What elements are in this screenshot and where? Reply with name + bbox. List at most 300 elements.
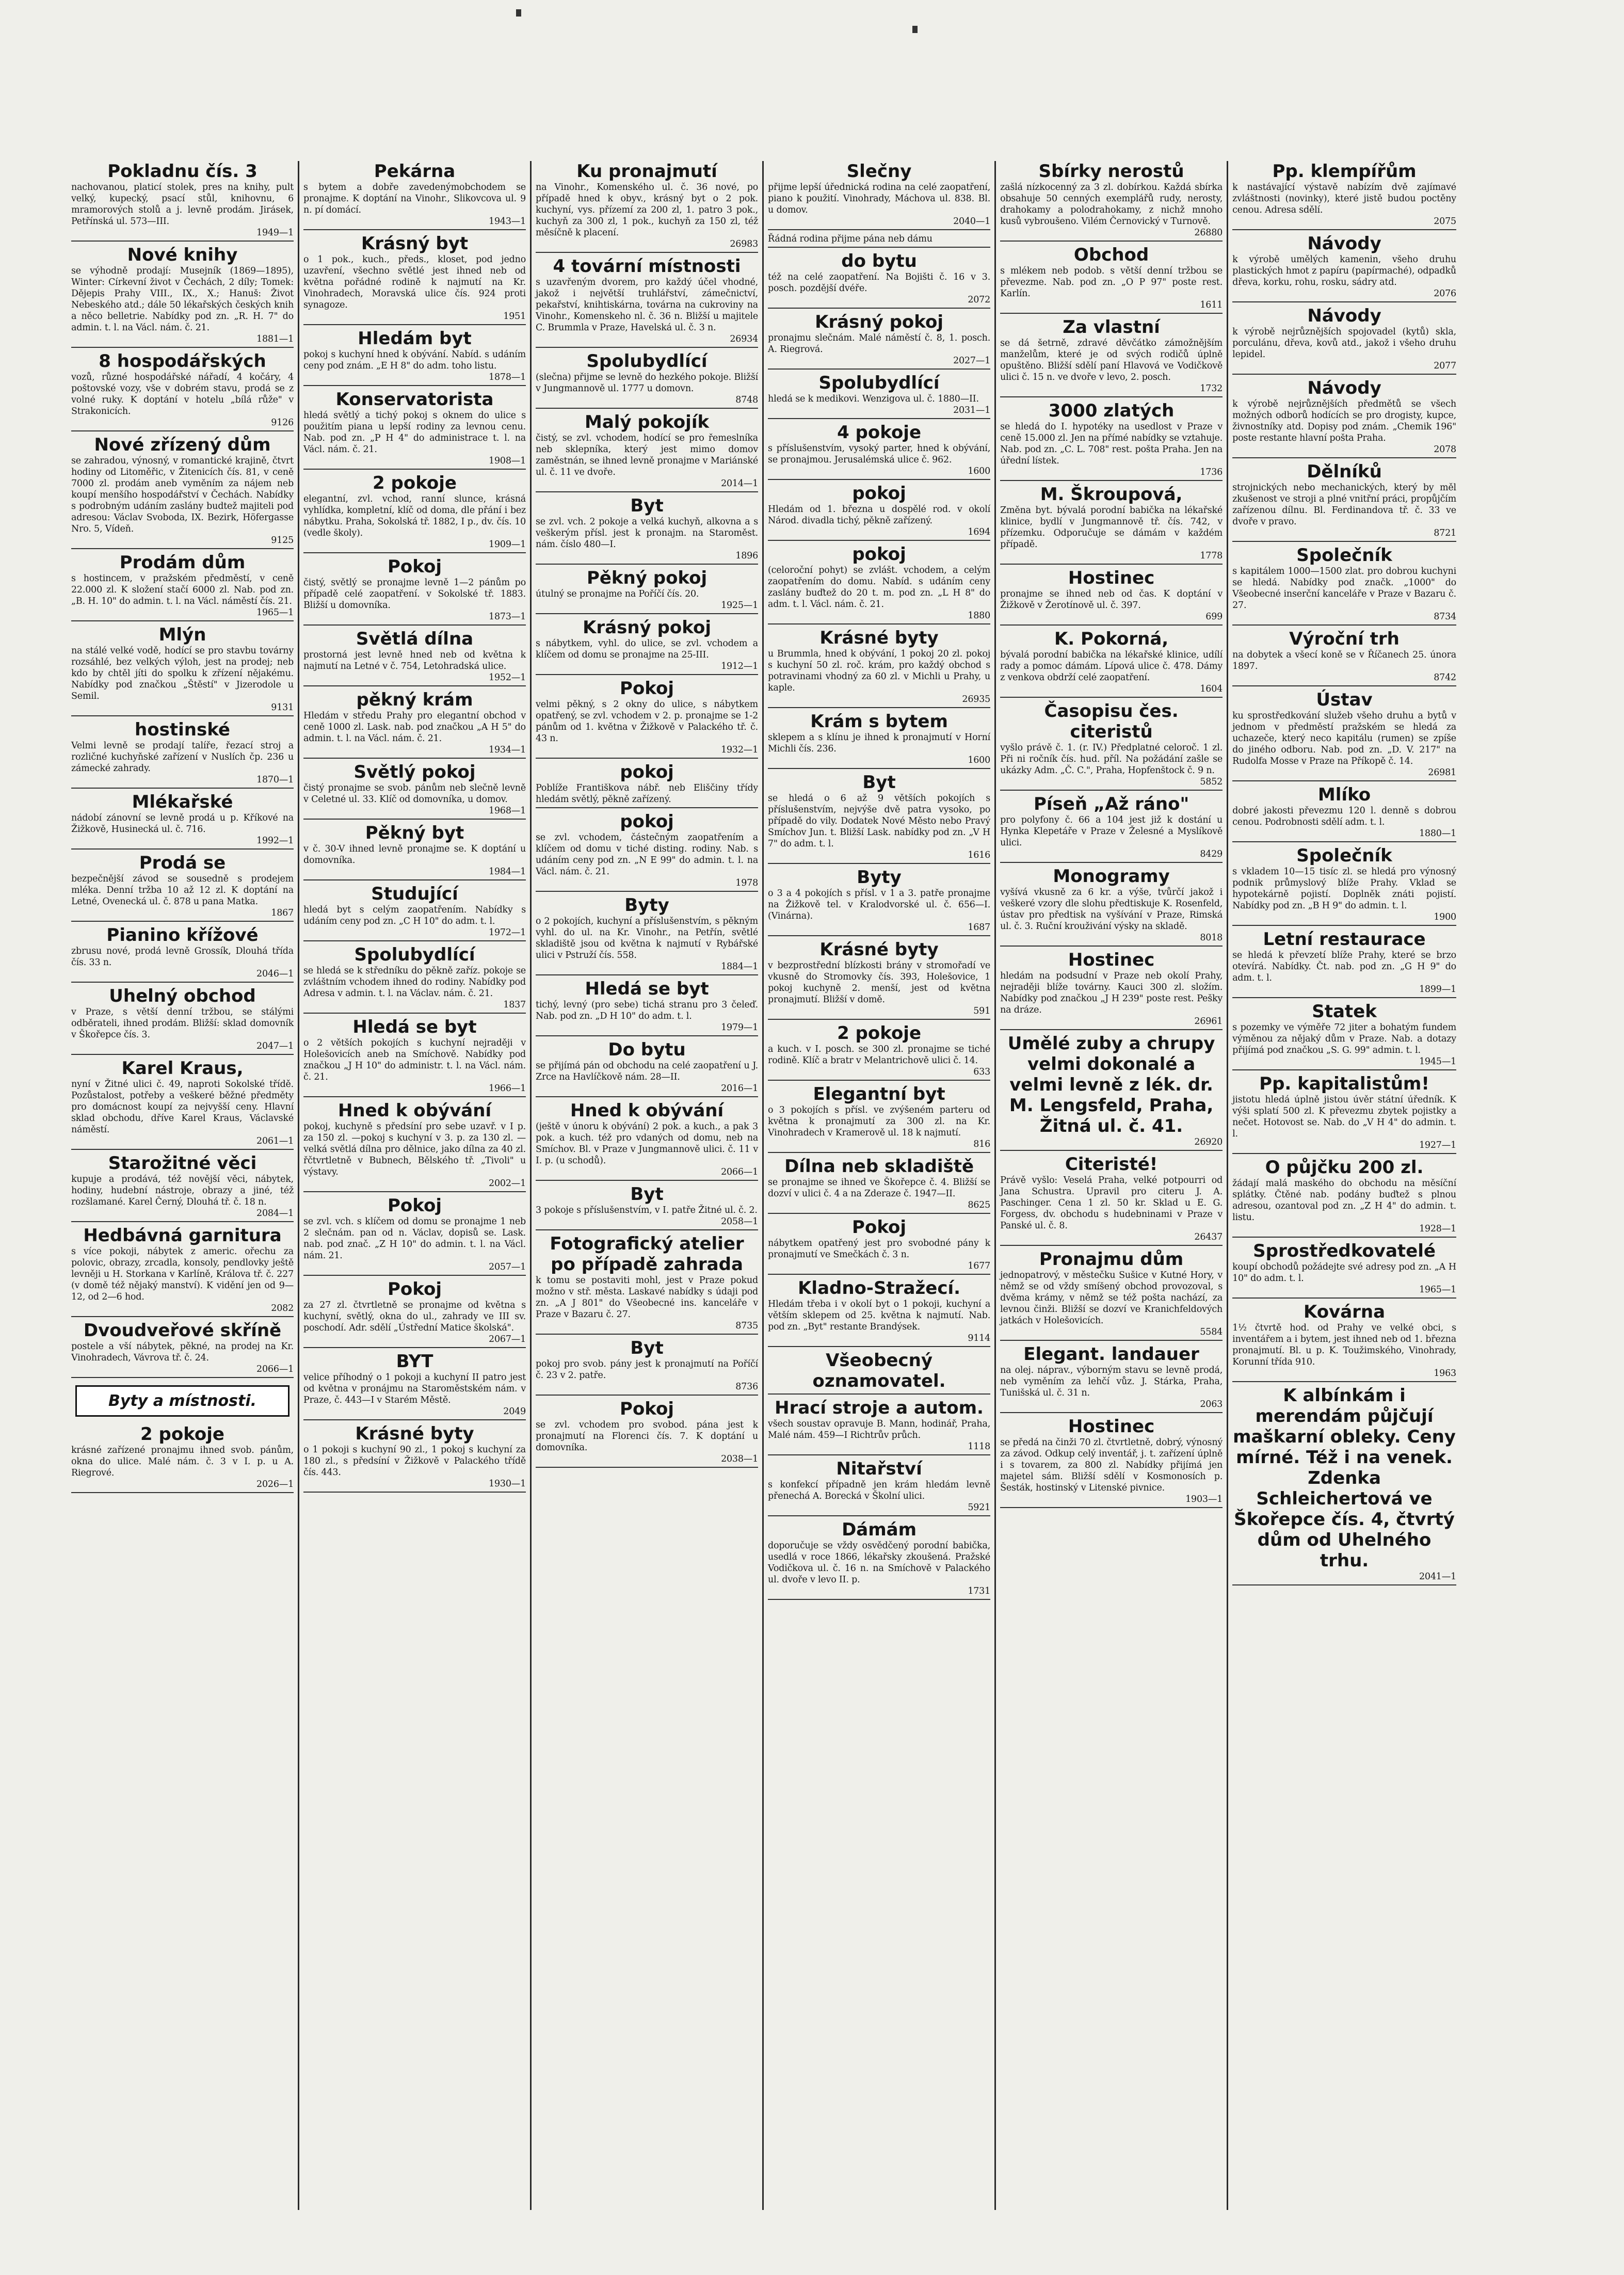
ad-body: nyní v Žitné ulici č. 49, naproti Sokolské třídě. Pozůstalost, potřeby a veškeré běžné předměty pro domácnost koupí za nejvyšší ceny. Hlavní sklad obchodu, dříve Karel Kraus, Václavské náměstí. (71, 1079, 294, 1135)
ad-body: čistý, světlý se pronajme levně 1—2 pánům po případě celé zaopatření. v Sokolské tř. 1883. Bližší u domovníka. (303, 578, 526, 611)
ad-headline: Malý pokojík (584, 412, 710, 432)
classified-ad (1000, 701, 1223, 791)
ad-headline: Kovárna (1303, 1302, 1386, 1322)
classified-ad (536, 1100, 758, 1181)
ad-code: 5852 (1200, 777, 1223, 787)
ad-headline: Hostinec (1068, 1416, 1155, 1437)
ad-body: bývalá porodní babička na lékařské klinice, udílí rady a pomoc dámám. Lípová ulice č. 478. Dámy z venkova obdrží celé zaopatření. (1000, 650, 1223, 683)
ad-code: 2014—1 (721, 478, 759, 489)
ad-code: 1925—1 (721, 600, 759, 611)
ad-headline: 3000 zlatých (1048, 400, 1175, 421)
ad-headline: Krám s bytem (810, 711, 948, 732)
ad-headline: Pokoj (620, 1399, 674, 1419)
ad-code: 1778 (1200, 551, 1223, 561)
ad-code: 8734 (1434, 612, 1456, 622)
ad-headline: Pronajmu dům (1039, 1249, 1184, 1270)
classified-ad (768, 544, 990, 624)
classified-ad (71, 986, 294, 1055)
ad-body: se předá na činži 70 zl. čtvrtletně, dobrý, výnosný za závod. Odkup celý inventář, j. t. zařízení úplně i s tovarem, za 800 zl. Nabídky přijímá jen majetel sám. Bližší sdělí v Kosmonosích p. Šesták, hostinský v Litenské pivnice. (1000, 1437, 1223, 1493)
classified-ad (1232, 233, 1456, 302)
classified-ad (303, 1351, 526, 1420)
ad-headline: Slečny (846, 161, 912, 182)
ad-headline: Hledá se byt (352, 1017, 477, 1037)
ad-headline: Studující (371, 884, 458, 904)
ad-code: 2016—1 (721, 1083, 759, 1094)
classified-ad (536, 895, 758, 975)
ad-body: o 3 a 4 pokojích s přísl. v 1 a 3. patře pronajme na Žižkově tel. v Kralodvorské ul. č. 656—I. (Vinárna). (768, 888, 991, 921)
classified-ad (768, 1519, 990, 1600)
ad-code: 2076 (1434, 289, 1456, 299)
ad-headline: Elegantní byt (813, 1084, 945, 1104)
ad-headline: Byty (857, 867, 902, 888)
ad-body: vyšívá vkusně za 6 kr. a výše, tvůrčí jakož i veškeré vzory dle slohu předtiskuje K. Rosenfeld, ústav pro předtisk na vyšívání v Praze, Rimská ul. č. 3. Ruční krouživání výsky na skladě. (1000, 887, 1223, 932)
ad-headline: Všeobecný oznamovatel. (812, 1350, 946, 1391)
ad-headline: Pp. kapitalistům! (1259, 1074, 1429, 1094)
ad-headline: Nové zřízený dům (94, 435, 271, 455)
classified-ad (303, 1279, 526, 1348)
ad-headline: BYT (396, 1351, 433, 1372)
ad-body: zašlá nízkocenný za 3 zl. dobírkou. Každá sbírka obsahuje 50 cenných exemplářů rudy, nerosty, drahokamy a polodrahokamy, z nichž mnoho kusů vybroušeno. Vilém Černovický v Turnově. (1000, 182, 1223, 227)
classified-ad (768, 483, 990, 541)
ad-body: na Vinohr., Komenského ul. č. 36 nové, po případě hned k obyv., krásný byt o 2 pok. kuchyní, vys. přízemí za 200 zl, 1. patro 3 pok., kuchyň za 300 zl, 1 pok., kuchyň za 150 zl, též měsíčně k placení. (536, 182, 759, 238)
ad-body: o 1 pokoji s kuchyní 90 zl., 1 pokoj s kuchyní za 180 zl., s předsíní v Žižkově v Palackého třídě čís. 443. (303, 1445, 526, 1478)
classified-ad (536, 1338, 758, 1396)
ad-code: 26437 (1194, 1232, 1223, 1242)
ad-code: 1903—1 (1185, 1494, 1223, 1504)
classified-ad (1000, 568, 1223, 626)
ad-body: se zvl. vchodem, částečným zaopatřením a klíčem od domu v tiché disting. rodiny. Nab. s udáním ceny pod zn. „N E 99" do admin. t. l. na Václ. nám. č. 21. (536, 832, 759, 877)
ad-code: 26934 (730, 334, 759, 344)
ad-headline: Za vlastní (1063, 317, 1160, 338)
ad-code: 2072 (968, 295, 991, 305)
ad-code: 1731 (968, 1586, 991, 1596)
ad-headline: Krásné byty (819, 939, 939, 960)
ad-code: 2031—1 (953, 405, 991, 415)
ad-code: 26983 (730, 239, 759, 249)
ad-body: s nábytkem, vyhl. do ulice, se zvl. vchodem a klíčem od domu se pronajme na 25-III. (536, 638, 759, 660)
ad-headline: pokoj (620, 811, 674, 832)
classified-ad (1232, 306, 1456, 375)
ad-headline: Byt (630, 1338, 664, 1358)
ad-headline: Starožitné věci (108, 1153, 257, 1174)
ad-headline: Elegant. landauer (1023, 1344, 1199, 1365)
ad-body: se dá šetrně, zdravé děvčátko zámožnějším manželům, které je od svých rodičů úplně opuštěno. Bližší sdělí paní Hlavová ve Vodičkově ulici č. 15 n. ve dvoře v levo, 2. posch. (1000, 338, 1223, 382)
ad-code: 26981 (1428, 767, 1456, 778)
ad-body: Právě vyšlo: Veselá Praha, velké potpourri od Jana Schustra. Upravil pro citeru J. A. Paschinger. Cena 1 zl. 50 kr. Sklad u E. G. Forgess, dv. obchodu s hudebninami v Praze v Panské ul. č. 8. (1000, 1175, 1223, 1231)
ad-body: nachovanou, platicí stolek, pres na knihy, pult velký, kupecký, psací stůl, knihovnu, 6 mramorových stolů a j. levně prodám. Jirásek, Petřínská ul. 573—III. (71, 182, 294, 227)
ad-body: v č. 30-V ihned levně pronajme se. K doptání u domovníka. (303, 844, 526, 866)
ad-code: 2040—1 (953, 216, 991, 227)
ad-code: 1966—1 (489, 1083, 526, 1094)
classified-ad (71, 792, 294, 850)
ad-body: žádají malá maského do obchodu na měsíční splátky. Čtěné nab. podány buďtež s plnou adresou, ozantoval pod zn. „Z H 4" do admin. t. listu. (1232, 1178, 1456, 1223)
classified-ad (536, 811, 758, 892)
ad-code: 1732 (1200, 383, 1223, 394)
ad-body: pronajmu slečnám. Malé náměstí č. 8, 1. posch. A. Riegrová. (768, 333, 991, 355)
ad-body: s bytem a dobře zavedenýmobchodem se pronajme. K doptání na Vinohr., Slikovcova ul. 9 n. pí domácí. (303, 182, 526, 215)
ad-headline: pokoj (620, 762, 674, 782)
ad-code: 2078 (1434, 444, 1456, 455)
ad-body: sklepem a s klínu je ihned k pronajmutí v Horní Michli čís. 236. (768, 732, 991, 754)
ad-headline: Ku pronajmutí (576, 161, 717, 182)
classified-ad (303, 473, 526, 553)
ad-code: 2061—1 (256, 1136, 294, 1146)
classified-column (996, 161, 1228, 2210)
classified-ad (768, 1084, 990, 1153)
ad-headline: 8 hospodářských (99, 351, 266, 372)
classified-ad (768, 867, 990, 936)
ad-headline: Pokoj (388, 556, 442, 577)
ad-body: se pronajme se ihned ve Škořepce č. 4. Bližší se dozví v ulici č. 4 a na Zderaze č. 1947—II. (768, 1177, 991, 1199)
ad-code: 1677 (968, 1261, 991, 1271)
ad-headline: Mlékařské (132, 792, 233, 812)
classified-ad (303, 1100, 526, 1192)
ad-body: k výrobě umělých kamenin, všeho druhu plastických hmot z papíru (papírmaché), odpadků dřeva, korku, rohu, rosku, sádry atd. (1232, 254, 1456, 287)
classified-ad (768, 312, 990, 370)
ad-headline: Hledá se byt (585, 979, 709, 999)
ad-code: 2082 (271, 1303, 294, 1313)
ad-body: velmi pěkný, s 2 okny do ulice, s nábytkem opatřený, se zvl. vchodem v 2. p. pronajme se 1-2 pánům od 1. května v Žižkově v Palackého tř. č. 43 n. (536, 699, 759, 744)
classified-ad (536, 351, 758, 409)
ad-body: s hostincem, v pražském předměstí, v ceně 22.000 zl. K složení stačí 6000 zl. Nab. pod zn. „B. H. 10" do admin. t. l. na Václ. náměstí čís. 21. (71, 573, 294, 606)
ad-code: 1694 (968, 527, 991, 537)
ad-code: 1912—1 (721, 661, 759, 671)
classified-ad (536, 678, 758, 759)
classified-column (532, 161, 764, 2210)
ad-code: 5921 (968, 1502, 991, 1513)
ad-code: 26880 (1194, 228, 1223, 238)
classified-ad (303, 823, 526, 880)
ad-code: 1880 (968, 611, 991, 621)
ad-body: k výrobě nejrůznějších předmětů se všech možných odborů hodících se pro drogisty, kupce, živnostníky atd. Dopisy pod znám. „Chemik 196" poste restante hlavní pošta Praha. (1232, 399, 1456, 443)
classified-ad (1232, 1001, 1456, 1070)
ad-body: vozů, různé hospodářské nářadí, 4 kočáry, 4 poštovské vozy, vše v dobrém stavu, prodá se z volné ruky. K doptání v hotelu „bílá růže" v Strakonicích. (71, 372, 294, 416)
classified-ad (71, 1058, 294, 1150)
classified-ad (1000, 1033, 1223, 1151)
ad-code: 1118 (968, 1441, 991, 1452)
ad-headline: Dělníků (1307, 461, 1382, 482)
classified-ad (71, 1320, 294, 1378)
ad-headline: Píseň „Až ráno" (1033, 794, 1189, 814)
classified-ad (768, 939, 990, 1020)
ad-body: (slečna) přijme se levně do hezkého pokoje. Bližší v Jungmannově ul. 1777 u domovn. (536, 372, 759, 394)
ad-code: 1972—1 (489, 927, 526, 938)
ad-headline: Hned k obývání (337, 1100, 492, 1121)
ad-headline: Uhelný obchod (109, 986, 256, 1006)
classified-ad (1000, 1416, 1223, 1508)
ad-body: nábytkem opatřený jest pro svobodné pány k pronajmutí ve Smečkách č. 3 n. (768, 1238, 991, 1260)
ad-code: 2026—1 (256, 1479, 294, 1489)
ad-code: 1934—1 (489, 745, 526, 755)
ad-headline: Pěkný byt (365, 823, 464, 843)
ad-headline: K. Pokorná, (1054, 629, 1169, 649)
ad-headline: Pp. klempířům (1272, 161, 1417, 182)
classified-ad (768, 161, 990, 230)
ad-headline: Dílna neb skladiště (784, 1156, 974, 1177)
ad-code: 8625 (968, 1200, 991, 1210)
ad-body: Hledám od 1. března u dospělé rod. v okolí Národ. divadla tichý, pěkně zařízený. (768, 504, 991, 526)
ad-headline: Konservatorista (335, 389, 494, 410)
classified-ad (536, 568, 758, 614)
ad-code: 8735 (735, 1321, 759, 1331)
ad-body: elegantní, zvl. vchod, ranní slunce, krásná vyhlídka, kompletní, klíč od doma, dle přání i bez nábytku. Praha, Sokolská tř. 1882, I p., dv. čís. 10 (vedle školy). (303, 494, 526, 538)
classified-ad (303, 161, 526, 230)
ad-headline: Mlýn (158, 624, 206, 645)
classified-ad (1232, 629, 1456, 686)
classified-column (1228, 161, 1460, 2210)
ad-body: 1½ čtvrtě hod. od Prahy ve velké obci, s inventářem a i bytem, jest ihned neb od 1. března pronajmutí. Bl. u p. K. Toužimského, Vinohrady, Korunní třída 910. (1232, 1323, 1456, 1367)
ad-headline: Pianino křížové (106, 925, 259, 946)
classified-ad (768, 1350, 990, 1395)
ad-code: 26920 (1194, 1137, 1223, 1147)
ad-code: 633 (973, 1067, 991, 1077)
ad-headline: M. Škroupová, (1040, 484, 1183, 505)
classified-ad (768, 772, 990, 864)
ad-headline: Byt (630, 1184, 664, 1205)
ad-code: 1908—1 (489, 456, 526, 466)
ad-headline: 2 pokoje (140, 1424, 224, 1445)
classified-ad (1232, 545, 1456, 626)
ad-code: 1979—1 (721, 1022, 759, 1033)
ad-code: 2066—1 (256, 1364, 294, 1374)
ad-code: 26935 (962, 694, 991, 704)
ad-code: 816 (973, 1139, 991, 1149)
ad-headline: Sprostředkovatelé (1253, 1241, 1436, 1261)
ad-headline: Časopisu čes. citeristů (1044, 701, 1179, 742)
classified-ad (303, 328, 526, 386)
ad-headline: Krásný pokoj (815, 312, 944, 332)
ad-body: o 2 větších pokojích s kuchyní nejraději v Holešovicích aneb na Smíchově. Nabídky pod značkou „J H 10" do administr. t. l. na Václ. nám. č. 21. (303, 1038, 526, 1082)
ad-body: Velmi levně se prodají talíře, řezací stroj a rozličné kuchyňské zařízení v Nuslích čp. 236 u zámecké zahrady. (71, 741, 294, 774)
ad-headline: Kladno-Stražecí. (798, 1278, 961, 1299)
ad-body: koupí obchodů požádejte své adresy pod zn. „A H 10" do adm. t. l. (1232, 1262, 1456, 1284)
ad-code: 2067—1 (489, 1334, 526, 1344)
ad-code: 5584 (1200, 1327, 1223, 1337)
ad-code: 2027—1 (953, 356, 991, 366)
ad-headline: Pokoj (620, 678, 674, 699)
ad-body: s kapitálem 1000—1500 zlat. pro dobrou kuchyni se hledá. Nabídky pod značk. „1000" do Všeobecné inserční kanceláře v Praze v Bazaru č. 27. (1232, 566, 1456, 611)
ad-body: Hledám třeba i v okolí byt o 1 pokoji, kuchyní a větším sklepem od 25. května k najmutí. Nab. pod zn. „Byt" restante Brandýsek. (768, 1299, 991, 1332)
ad-headline: hostinské (135, 719, 230, 740)
ad-body: pronajme se ihned neb od čas. K doptání v Žižkově v Žerotínově ul. č. 397. (1000, 589, 1223, 611)
ad-headline: Dvoudveřové skříně (83, 1320, 282, 1341)
ad-headline: Sbírky nerostů (1038, 161, 1184, 182)
ad-body: (celoroční pohyt) se zvlášt. vchodem, a celým zaopatřením do domu. Nabíd. s udáním ceny zaslány buďtež do 20 t. m. pod zn. „L H 8" do adm. t. l. Václ. nám. č. 21. (768, 565, 991, 610)
classified-ad (71, 552, 294, 621)
ad-headline: Návody (1307, 233, 1381, 254)
ad-code: 2084—1 (256, 1208, 294, 1219)
classified-ad (1232, 929, 1456, 998)
ad-code: 1604 (1200, 684, 1223, 694)
ad-headline: Byty (624, 895, 669, 916)
ad-headline: Pokladnu čís. 3 (107, 161, 258, 182)
ad-headline: Nitařství (836, 1459, 922, 1479)
ad-code: 2077 (1434, 361, 1456, 371)
ad-headline: Byt (862, 772, 896, 793)
ad-headline: Hledám byt (358, 328, 472, 349)
ad-headline: Dámám (842, 1519, 917, 1540)
classified-ad (71, 1424, 294, 1493)
ad-code: 1984—1 (489, 867, 526, 877)
classified-ad (71, 435, 294, 549)
ad-body: se hledá do I. hypotéky na usedlost v Praze v ceně 15.000 zl. Jen na přímé nabídky se vztahuje. Nab. pod zn. „C. L. 708" rest. pošta Praha. Jen na úřední lístek. (1000, 422, 1223, 466)
classified-ad (536, 1399, 758, 1468)
ad-code: 2058—1 (721, 1216, 759, 1227)
ad-body: o 2 pokojích, kuchyní a příslušenstvím, s pěkným vyhl. do ul. na Kr. Vinohr., na Petřín, světlé skladiště jsou od května k najmutí v Rybářské ulici v Pstruží čís. 558. (536, 916, 759, 960)
classified-ad (303, 1195, 526, 1276)
ad-body: čistý, se zvl. vchodem, hodící se pro řemeslníka neb sklepníka, který jest mimo domov zaměstnán, se ihned levně pronajme v Mariánské ul. č. 11 ve dvoře. (536, 433, 759, 477)
ad-headline: Prodá se (139, 853, 226, 873)
ad-body: se hledá k převzetí blíže Prahy, které se brzo otevírá. Nabídky. Čt. nab. pod zn. „G H 9" do adm. t. l. (1232, 950, 1456, 983)
classified-ad (1000, 484, 1223, 565)
ad-code: 1945—1 (1419, 1056, 1456, 1067)
ad-code: 1611 (1200, 300, 1223, 310)
ad-body: velice příhodný o 1 pokoji a kuchyní II patro jest od května v pronájmu na Staroměstském nám. v Praze, č. 443—I v Starém Městě. (303, 1372, 526, 1405)
ad-code: 1687 (968, 922, 991, 933)
ad-code: 1616 (968, 850, 991, 860)
ad-body: se zvl. vch. 2 pokoje a velká kuchyň, alkovna a s veškerým přísl. jest k pronajm. na Staroměst. nám. číslo 480—I. (536, 517, 759, 550)
ad-body: s konfekcí případně jen krám hledám levně přenechá A. Borecká v Školní ulici. (768, 1480, 991, 1501)
ad-body: se hledá se k středníku do pěkně zaříz. pokoje se zvláštním vchodem ihned do rodiny. Nabídky pod Adresa v admin. t. l. na Václav. nám. č. 21. (303, 966, 526, 999)
classified-ad (536, 161, 758, 253)
ad-code: 1884—1 (721, 962, 759, 972)
ad-body: v Praze, s větší denní tržbou, se stálými odběrateli, ihned prodám. Bližší: sklad domovník v Škořepce čís. 3. (71, 1007, 294, 1040)
ad-code: 1952—1 (489, 672, 526, 683)
ad-headline: Návody (1307, 306, 1381, 326)
ad-headline: Prodám dům (119, 552, 246, 573)
classified-ad (1232, 378, 1456, 458)
ad-code: 2047—1 (256, 1041, 294, 1051)
ad-code: 2041—1 (1419, 1572, 1456, 1582)
ad-headline: Hostinec (1068, 950, 1155, 970)
classified-ad (303, 762, 526, 820)
classified-ad (303, 233, 526, 325)
ad-body: vyšlo právě č. 1. (r. IV.) Předplatné celoroč. 1 zl. Při ni ročník čís. hud. příl. Na požádání zašle se ukázky Adm. „Č. C.", Praha, Hopfenštock č. 9 n. (1000, 743, 1223, 776)
ad-headline: Monogramy (1053, 866, 1170, 887)
ad-headline: Umělé zuby a chrupy velmi dokonalé a velmi levně z lék. dr. M. Lengsfeld, Praha, Žitná ul. č. 41. (1007, 1033, 1215, 1136)
classified-ad (1232, 784, 1456, 842)
ad-body: strojnických nebo mechanických, který by měl zkušenost ve stroji a plné vnitřní práci, propůjčím zařízenou dílnu. Bl. Ferdinandova tř. č. 33 ve dvoře v pravo. (1232, 483, 1456, 527)
ad-body: v bezprostřední blízkosti brány v stromořadí ve vkusně do Stromovky čís. 393, Holešovice, 1 pokoj kuchyně 2. menší, jest od května pronajmutí. Bližší v domě. (768, 960, 991, 1005)
ad-code: 1928—1 (1419, 1224, 1456, 1234)
classified-ad (1232, 1241, 1456, 1299)
classified-ad (768, 711, 990, 769)
ad-body: s příslušenstvím, vysoký parter, hned k obývání, se pronajmou. Jerusalémská ulice č. 962. (768, 443, 991, 465)
classified-ad (71, 624, 294, 716)
ad-code: 1899—1 (1419, 984, 1456, 995)
ad-code: 1930—1 (489, 1479, 526, 1489)
ad-code: 2066—1 (721, 1167, 759, 1177)
classified-ad (768, 1278, 990, 1347)
ad-headline: Hostinec (1068, 568, 1155, 588)
ad-code: 2063 (1200, 1399, 1223, 1409)
ad-body: k výrobě nejrůznějších spojovadel (kytů) skla, porculánu, dřeva, kovů atd., jakož i všeho druhu lepidel. (1232, 327, 1456, 360)
ad-body: jednopatrový, v městečku Sušice v Kutné Hory, v němž se od vždy smíšený obchod provozoval, s dvěma krámy, v němž se též pošta nachází, za levnou činži. Bližší se dozví ve Kranichfeldových jatkách v Holešovicích. (1000, 1270, 1223, 1326)
ad-body: 3 pokoje s příslušenstvím, v I. patře Žitné ul. č. 2. (536, 1205, 758, 1215)
ad-body: též na celé zaopatření. Na Bojišti č. 16 v 3. posch. pozdější dvéře. (768, 272, 991, 294)
ad-body: kupuje a prodává, též novější věci, nábytek, hodiny, hudební nástroje, obrazy a jiné, též rozšlamané. Karel Černý, Dlouhá tř. č. 18 n. (71, 1174, 294, 1207)
classified-ad (303, 629, 526, 686)
classified-ad (768, 233, 990, 248)
classified-ad (1000, 629, 1223, 698)
ad-headline: Byt (630, 495, 664, 516)
ad-code: 9126 (271, 418, 294, 428)
classified-ad (768, 1459, 990, 1516)
classified-ad (1000, 1249, 1223, 1341)
classified-ad (768, 1217, 990, 1275)
ad-code: 1965—1 (1419, 1285, 1456, 1295)
ad-headline: Pokoj (388, 1195, 442, 1216)
ad-code: 2046—1 (256, 969, 294, 979)
classified-ad (303, 1423, 526, 1493)
ad-code: 1736 (1200, 467, 1223, 477)
ad-code: 1900 (1434, 912, 1456, 922)
ad-code: 1951 (503, 311, 526, 322)
ad-body: hledá byt s celým zaopatřením. Nabídky s udáním ceny pod zn. „C H 10" do adm. t. l. (303, 905, 526, 926)
ad-headline: K albínkám i merendám půjčují maškarní obleky. Ceny mírné. Též i na venek. Zdenka Schleichertová ve Škořepce čís. 4, čtvrtý dům od Uhelného trhu. (1233, 1385, 1456, 1571)
ad-body: s vkladem 10—15 tisíc zl. se hledá pro výnosný podnik průmyslový blíže Prahy. Vklad se hypotekárně pojistí. Doplněk znáti pojistí. Nabídky pod zn. „B H 9" do admin. t. l. (1232, 867, 1456, 911)
ad-code: 1965—1 (256, 607, 294, 618)
ad-code: 1881—1 (256, 334, 294, 344)
ad-body: k nastávající výstavě nabízím dvě zajímavé zvláštnosti (novinky), které jistě budou poctěny cenou. Adresa sdělí. (1232, 182, 1456, 215)
ad-code: 1873—1 (489, 612, 526, 622)
ad-code: 1880—1 (1419, 828, 1456, 839)
ad-body: Řádná rodina přijme pána neb dámu (768, 234, 932, 244)
ad-code: 8736 (735, 1382, 759, 1392)
ad-code: 699 (1205, 612, 1223, 622)
classified-ad (71, 925, 294, 983)
classified-ad (768, 1023, 990, 1081)
classified-ad (71, 245, 294, 348)
classified-ad (71, 1225, 294, 1317)
ad-body: všech soustav opravuje B. Mann, hodinář, Praha, Malé nám. 459—I Richtrův průch. (768, 1419, 991, 1440)
ad-headline: 4 tovární místnosti (553, 256, 741, 277)
ad-headline: Výroční trh (1289, 629, 1400, 649)
ad-headline: Krásný byt (361, 233, 469, 254)
ad-headline: Letní restaurace (1263, 929, 1426, 950)
ad-body: s mlékem neb podob. s větší denní tržbou se převezme. Nab. pod zn. „O P 97" poste rest. Karlín. (1000, 266, 1223, 299)
ad-body: s pozemky ve výměře 72 jiter a bohatým fundem výměnou za nějaký dům v Praze. Nab. a dotazy přijímá pod značkou „S. G. 99" admin. t. l. (1232, 1022, 1456, 1055)
ad-body: se přijímá pán od obchodu na celé zaopatření u J. Zrce na Havlíčkově nám. 28—II. (536, 1061, 759, 1082)
ad-code: 2075 (1434, 216, 1456, 227)
ad-code: 1992—1 (256, 836, 294, 846)
ad-code: 1867 (271, 908, 294, 918)
ad-code: 1949—1 (256, 228, 294, 238)
classified-ad (303, 690, 526, 759)
ad-body: prostorná jest levně hned neb od května k najmutí na Letné v č. 754, Letohradská ulice. (303, 650, 526, 671)
ad-code: 1909—1 (489, 539, 526, 550)
classified-column (764, 161, 996, 2210)
classified-ad (1232, 845, 1456, 926)
ad-body: se zvl. vch. s klíčem od domu se pronajme 1 neb 2 slečnám. pan od n. Václav, dopisů se. Lask. nab. pod znač. „Z H 10" do admin. t. l. na Václ. nám. 21. (303, 1216, 526, 1261)
ad-body: nádobí zánovní se levně prodá u p. Kříkové na Žižkově, Husinecká ul. č. 716. (71, 813, 294, 835)
classified-ad (536, 1039, 758, 1097)
classified-ad (768, 422, 990, 480)
ad-code: 1927—1 (1419, 1140, 1456, 1150)
ad-headline: Pěkný pokoj (586, 568, 708, 588)
ad-headline: Obchod (1073, 245, 1149, 265)
classified-ad (1000, 950, 1223, 1030)
ad-headline: Spolubydlící (586, 351, 708, 372)
ad-body: s uzavřeným dvorem, pro každý účel vhodné, jakož i největší truhlářství, zámečnictví, pekařství, knihtiskárna, továrna na cukroviny na Vinohr., Komenskeho nl. č. 36 n. Bližší u majitele C. Brummla v Praze, Havelská ul. č. 3 n. (536, 277, 759, 333)
classified-ad (1232, 690, 1456, 781)
classified-ad (536, 979, 758, 1036)
ad-body: o 3 pokojích s přísl. ve zvýšeném parteru od května k pronajmutí za 300 zl. na Kr. Vinohradech v Kramerově ul. 18 k najmutí. (768, 1105, 991, 1138)
print-mark (912, 26, 918, 33)
ad-code: 1932—1 (721, 745, 759, 755)
ad-headline: Karel Kraus, (121, 1058, 244, 1079)
classified-ad (303, 556, 526, 626)
